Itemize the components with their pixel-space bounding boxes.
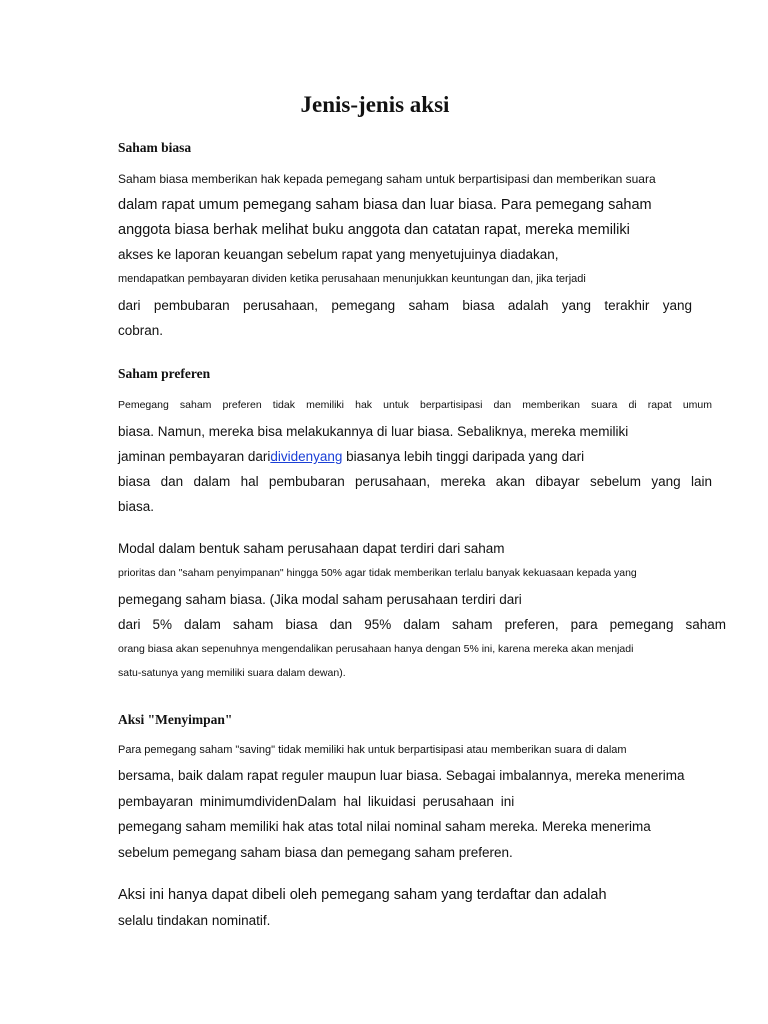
section-heading-saham-biasa: Saham biasa <box>118 140 192 155</box>
paragraph-line: cobran. <box>118 323 164 338</box>
paragraph-line: Saham biasa memberikan hak kepada pemegang saham untuk berpartisipasi dan memberikan suara <box>118 172 656 186</box>
paragraph-line: dari 5% dalam saham biasa dan 95% dalam saham preferen, para pemegang saham <box>118 617 726 632</box>
paragraph-line: Pemegang saham preferen tidak memiliki hak untuk berpartisipasi dan memberikan suara di rapat umum <box>118 399 712 411</box>
paragraph-line: sebelum pemegang saham biasa dan pemegang saham preferen. <box>118 845 513 860</box>
paragraph-line: Para pemegang saham "saving" tidak memiliki hak untuk berpartisipasi atau memberikan suara di dalam <box>118 744 627 756</box>
document-title: Jenis-jenis aksi <box>300 92 450 117</box>
text-before-link: jaminan pembayaran dari <box>118 449 271 464</box>
paragraph-line: satu-satunya yang memiliki suara dalam dewan). <box>118 667 346 679</box>
paragraph-line: Aksi ini hanya dapat dibeli oleh pemegang saham yang terdaftar dan adalah <box>118 887 607 903</box>
paragraph-line: selalu tindakan nominatif. <box>118 913 271 928</box>
paragraph-line: pemegang saham memiliki hak atas total nilai nominal saham mereka. Mereka menerima <box>118 819 651 834</box>
paragraph-line: dalam rapat umum pemegang saham biasa dan luar biasa. Para pemegang saham <box>118 197 652 213</box>
paragraph-line: pemegang saham biasa. (Jika modal saham perusahaan terdiri dari <box>118 592 522 607</box>
paragraph-line: biasa. Namun, mereka bisa melakukannya di luar biasa. Sebaliknya, mereka memiliki <box>118 424 629 439</box>
paragraph-line: anggota biasa berhak melihat buku anggota dan catatan rapat, mereka memiliki <box>118 222 630 238</box>
paragraph-line: orang biasa akan sepenuhnya mengendalikan perusahaan hanya dengan 5% ini, karena mereka akan menjadi <box>118 643 634 655</box>
dividen-link[interactable]: dividenyang <box>270 449 343 464</box>
section-heading-aksi-menyimpan: Aksi "Menyimpan" <box>118 712 233 727</box>
paragraph-line: mendapatkan pembayaran dividen ketika perusahaan menunjukkan keuntungan dan, jika terjadi <box>118 273 586 285</box>
paragraph-line: dari pembubaran perusahaan, pemegang saham biasa adalah yang terakhir yang <box>118 298 692 313</box>
section-heading-saham-preferen: Saham preferen <box>118 366 211 381</box>
paragraph-line: biasa dan dalam hal pembubaran perusahaan, mereka akan dibayar sebelum yang lain <box>118 474 712 489</box>
paragraph-line-with-link <box>118 449 584 465</box>
paragraph-line: bersama, baik dalam rapat reguler maupun luar biasa. Sebagai imbalannya, mereka menerima <box>118 768 685 783</box>
text-after-link: biasanya lebih tinggi daripada yang dari <box>342 449 585 464</box>
paragraph-line: akses ke laporan keuangan sebelum rapat yang menyetujuinya diadakan, <box>118 247 559 262</box>
paragraph-line: biasa. <box>118 499 155 514</box>
paragraph-line: pembayaran minimumdividenDalam hal likuidasi perusahaan ini <box>118 794 515 809</box>
paragraph-line: prioritas dan "saham penyimpanan" hingga 50% agar tidak memberikan terlalu banyak kekuasaan kepada yang <box>118 567 637 579</box>
paragraph-line: Modal dalam bentuk saham perusahaan dapat terdiri dari saham <box>118 541 505 556</box>
